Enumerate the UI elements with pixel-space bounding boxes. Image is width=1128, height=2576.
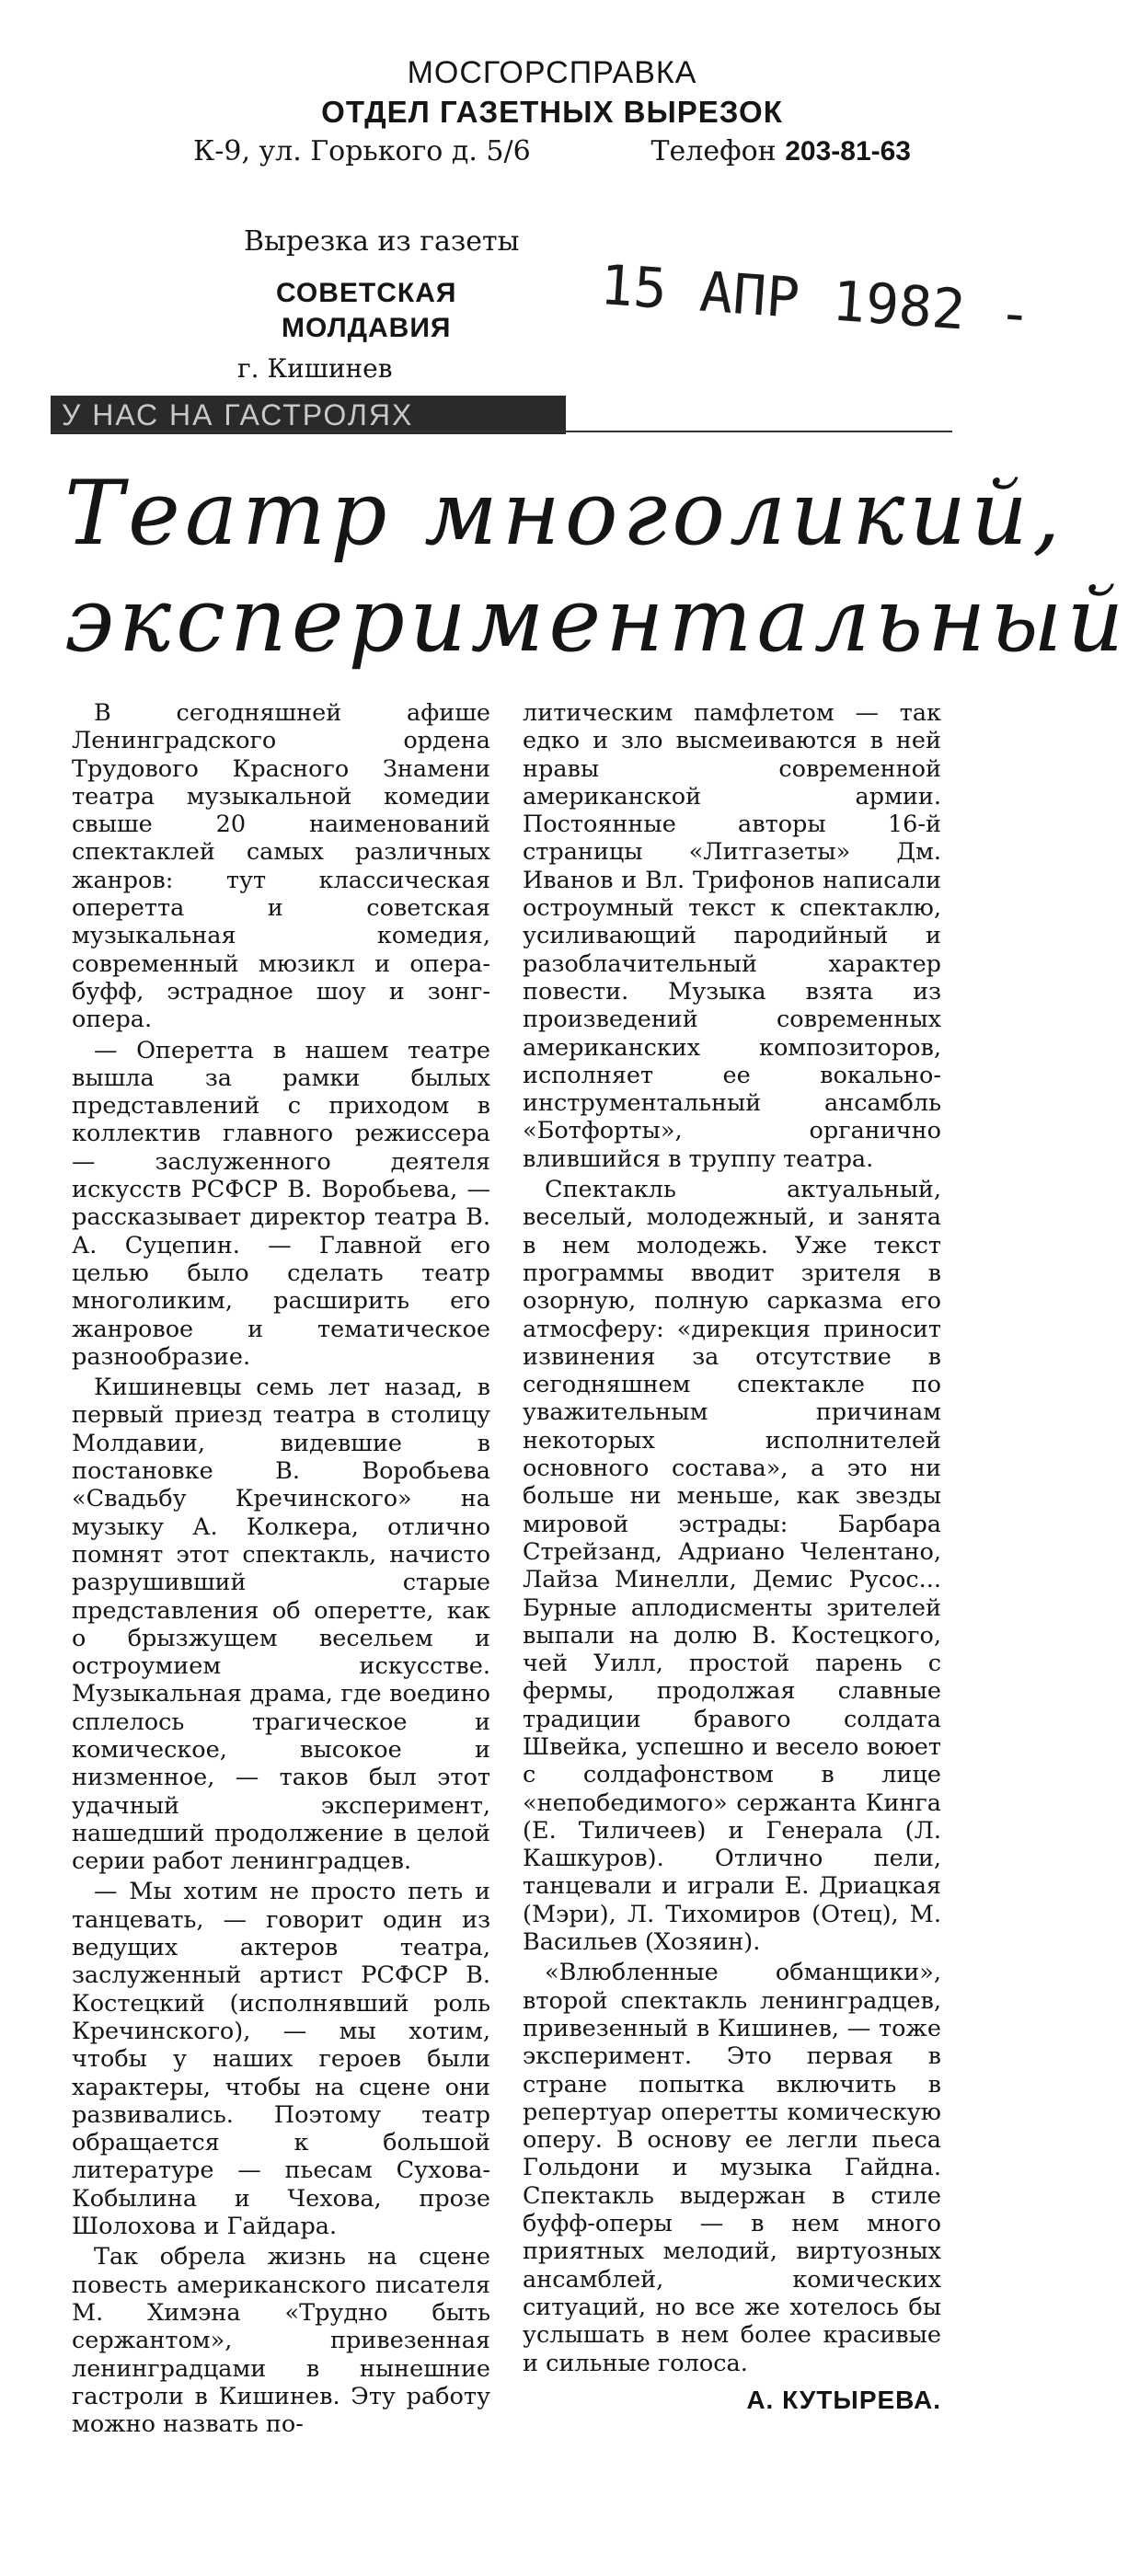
headline-line1: Театр многоликий, bbox=[64, 462, 1065, 565]
paragraph: В сегодняшней афише Ленинградского ордена Трудового Красного Знамени театра музыкальной комедии свыше 20 наименований спектаклей самых различных жанров: тут классическая оперетта и советская музыкальная комедия, современный мюзикл и опера-буфф, эстрадное шоу и зонг-опера. bbox=[72, 699, 490, 1034]
newspaper-name-line2: МОЛДАВИЯ bbox=[282, 313, 452, 343]
author-signature: А. КУТЫРЕВА. bbox=[746, 2385, 941, 2414]
clipping-label: Вырезка из газеты bbox=[244, 225, 520, 258]
agency-address: К-9, ул. Горького д. 5/6 bbox=[193, 135, 531, 167]
article-headline bbox=[64, 460, 1128, 673]
agency-name: МОСГОРСПРАВКА bbox=[407, 55, 697, 90]
paragraph: литическим памфлетом — так едко и зло высмеиваются в ней нравы современной американской армии. Постоянные авторы 16-й страницы «Литгазеты» Дм. Иванов и Вл. Трифонов написали остроумный текст к спектаклю, усиливающий пародийный и разоблачительный характер повести. Музыка взята из произведений современных американских композиторов, исполняет ее вокально-инструментальный ансамбль «Ботфорты», органично влившийся в труппу театра. bbox=[523, 699, 941, 1173]
paragraph: — Оперетта в нашем театре вышла за рамки былых представлений с приходом в коллектив главного режиссера — заслуженного деятеля искусств РСФСР В. Воробьева, — рассказывает директор театра В. А. Суцепин. — Главной его целью было сделать театр многоликим, расширить его жанровое и тематическое разнообразие. bbox=[72, 1036, 490, 1371]
address-row bbox=[184, 135, 920, 167]
article-column-right bbox=[523, 699, 941, 2489]
agency-phone bbox=[651, 135, 911, 167]
paragraph: «Влюбленные обманщики», второй спектакль ленинградцев, привезенный в Кишинев, — тоже эксперимент. Это первая в стране попытка включить в репертуар оперетты комическую оперу. В основу ее легли пьеса Гольдони и музыка Гайдна. Спектакль выдержан в стиле буфф-оперы — в нем много приятных мелодий, виртуозных ансамблей, комических ситуаций, но все же хотелось бы услышать в нем более красивые и сильные голоса. bbox=[523, 1959, 941, 2377]
rubric-divider bbox=[51, 431, 952, 432]
newspaper-city: г. Кишинев bbox=[237, 353, 393, 384]
paragraph: Так обрела жизнь на сцене повесть американского писателя М. Химэна «Трудно быть сержантом», привезенная ленинградцами в нынешние гастроли в Кишинев. Эту работу можно назвать по- bbox=[72, 2243, 490, 2439]
article-body bbox=[72, 699, 941, 2489]
agency-stamp bbox=[184, 55, 920, 167]
newspaper-name-line1: СОВЕТСКАЯ bbox=[276, 278, 457, 308]
department-name: ОТДЕЛ ГАЗЕТНЫХ ВЫРЕЗОК bbox=[321, 95, 783, 129]
date-stamp: 15 АПР 1982 - bbox=[598, 253, 1034, 348]
newspaper-name bbox=[276, 276, 456, 346]
phone-label: Телефон bbox=[650, 135, 777, 167]
headline-line2: экспериментальный bbox=[64, 569, 1128, 672]
paragraph: Спектакль актуальный, веселый, молодежный, и занята в нем молодежь. Уже текст программы вводит зрителя в озорную, полную сарказма его атмосферу: «дирекция приносит извинения за отсутствие в сегодняшнем спектакле по уважительным причинам некоторых исполнителей основного состава», а это ни больше ни меньше, как звезды мировой эстрады: Барбара Стрейзанд, Адриано Челентано, Лайза Минелли, Демис Русос... Бурные аплодисменты зрителей выпали на долю В. Костецкого, чей Уилл, простой парень с фермы, продолжая славные традиции бравого солдата Швейка, успешно и весело воюет с солдафонством в лице «непобедимого» сержанта Кинга (Е. Тиличеев) и Генерала (Л. Кашкуров). Отлично пели, танцевали и играли Е. Дриацкая (Мэри), Л. Тихомиров (Отец), М. Васильев (Хозяин). bbox=[523, 1176, 941, 1957]
section-rubric: У НАС НА ГАСТРОЛЯХ bbox=[51, 396, 566, 434]
article-column-left bbox=[72, 699, 490, 2489]
paragraph: — Мы хотим не просто петь и танцевать, — говорит один из ведущих актеров театра, заслуженный артист РСФСР В. Костецкий (исполнявший роль Кречинского), — мы хотим, чтобы у наших героев были характеры, чтобы на сцене они развивались. Поэтому театр обращается к большой литературе — пьесам Сухова-Кобылина и Чехова, прозе Шолохова и Гайдара. bbox=[72, 1878, 490, 2241]
phone-number: 203-81-63 bbox=[785, 136, 911, 167]
paragraph: Кишиневцы семь лет назад, в первый приезд театра в столицу Молдавии, видевшие в постановке В. Воробьева «Свадьбу Кречинского» на музыку А. Колкера, отлично помнят этот спектакль, начисто разрушивший старые представления об оперетте, как о брызжущем весельем и остроумием искусстве. Музыкальная драма, где воедино сплелось трагическое и комическое, высокое и низменное, — таков был этот удачный эксперимент, нашедший продолжение в целой серии работ ленинградцев. bbox=[72, 1374, 490, 1876]
